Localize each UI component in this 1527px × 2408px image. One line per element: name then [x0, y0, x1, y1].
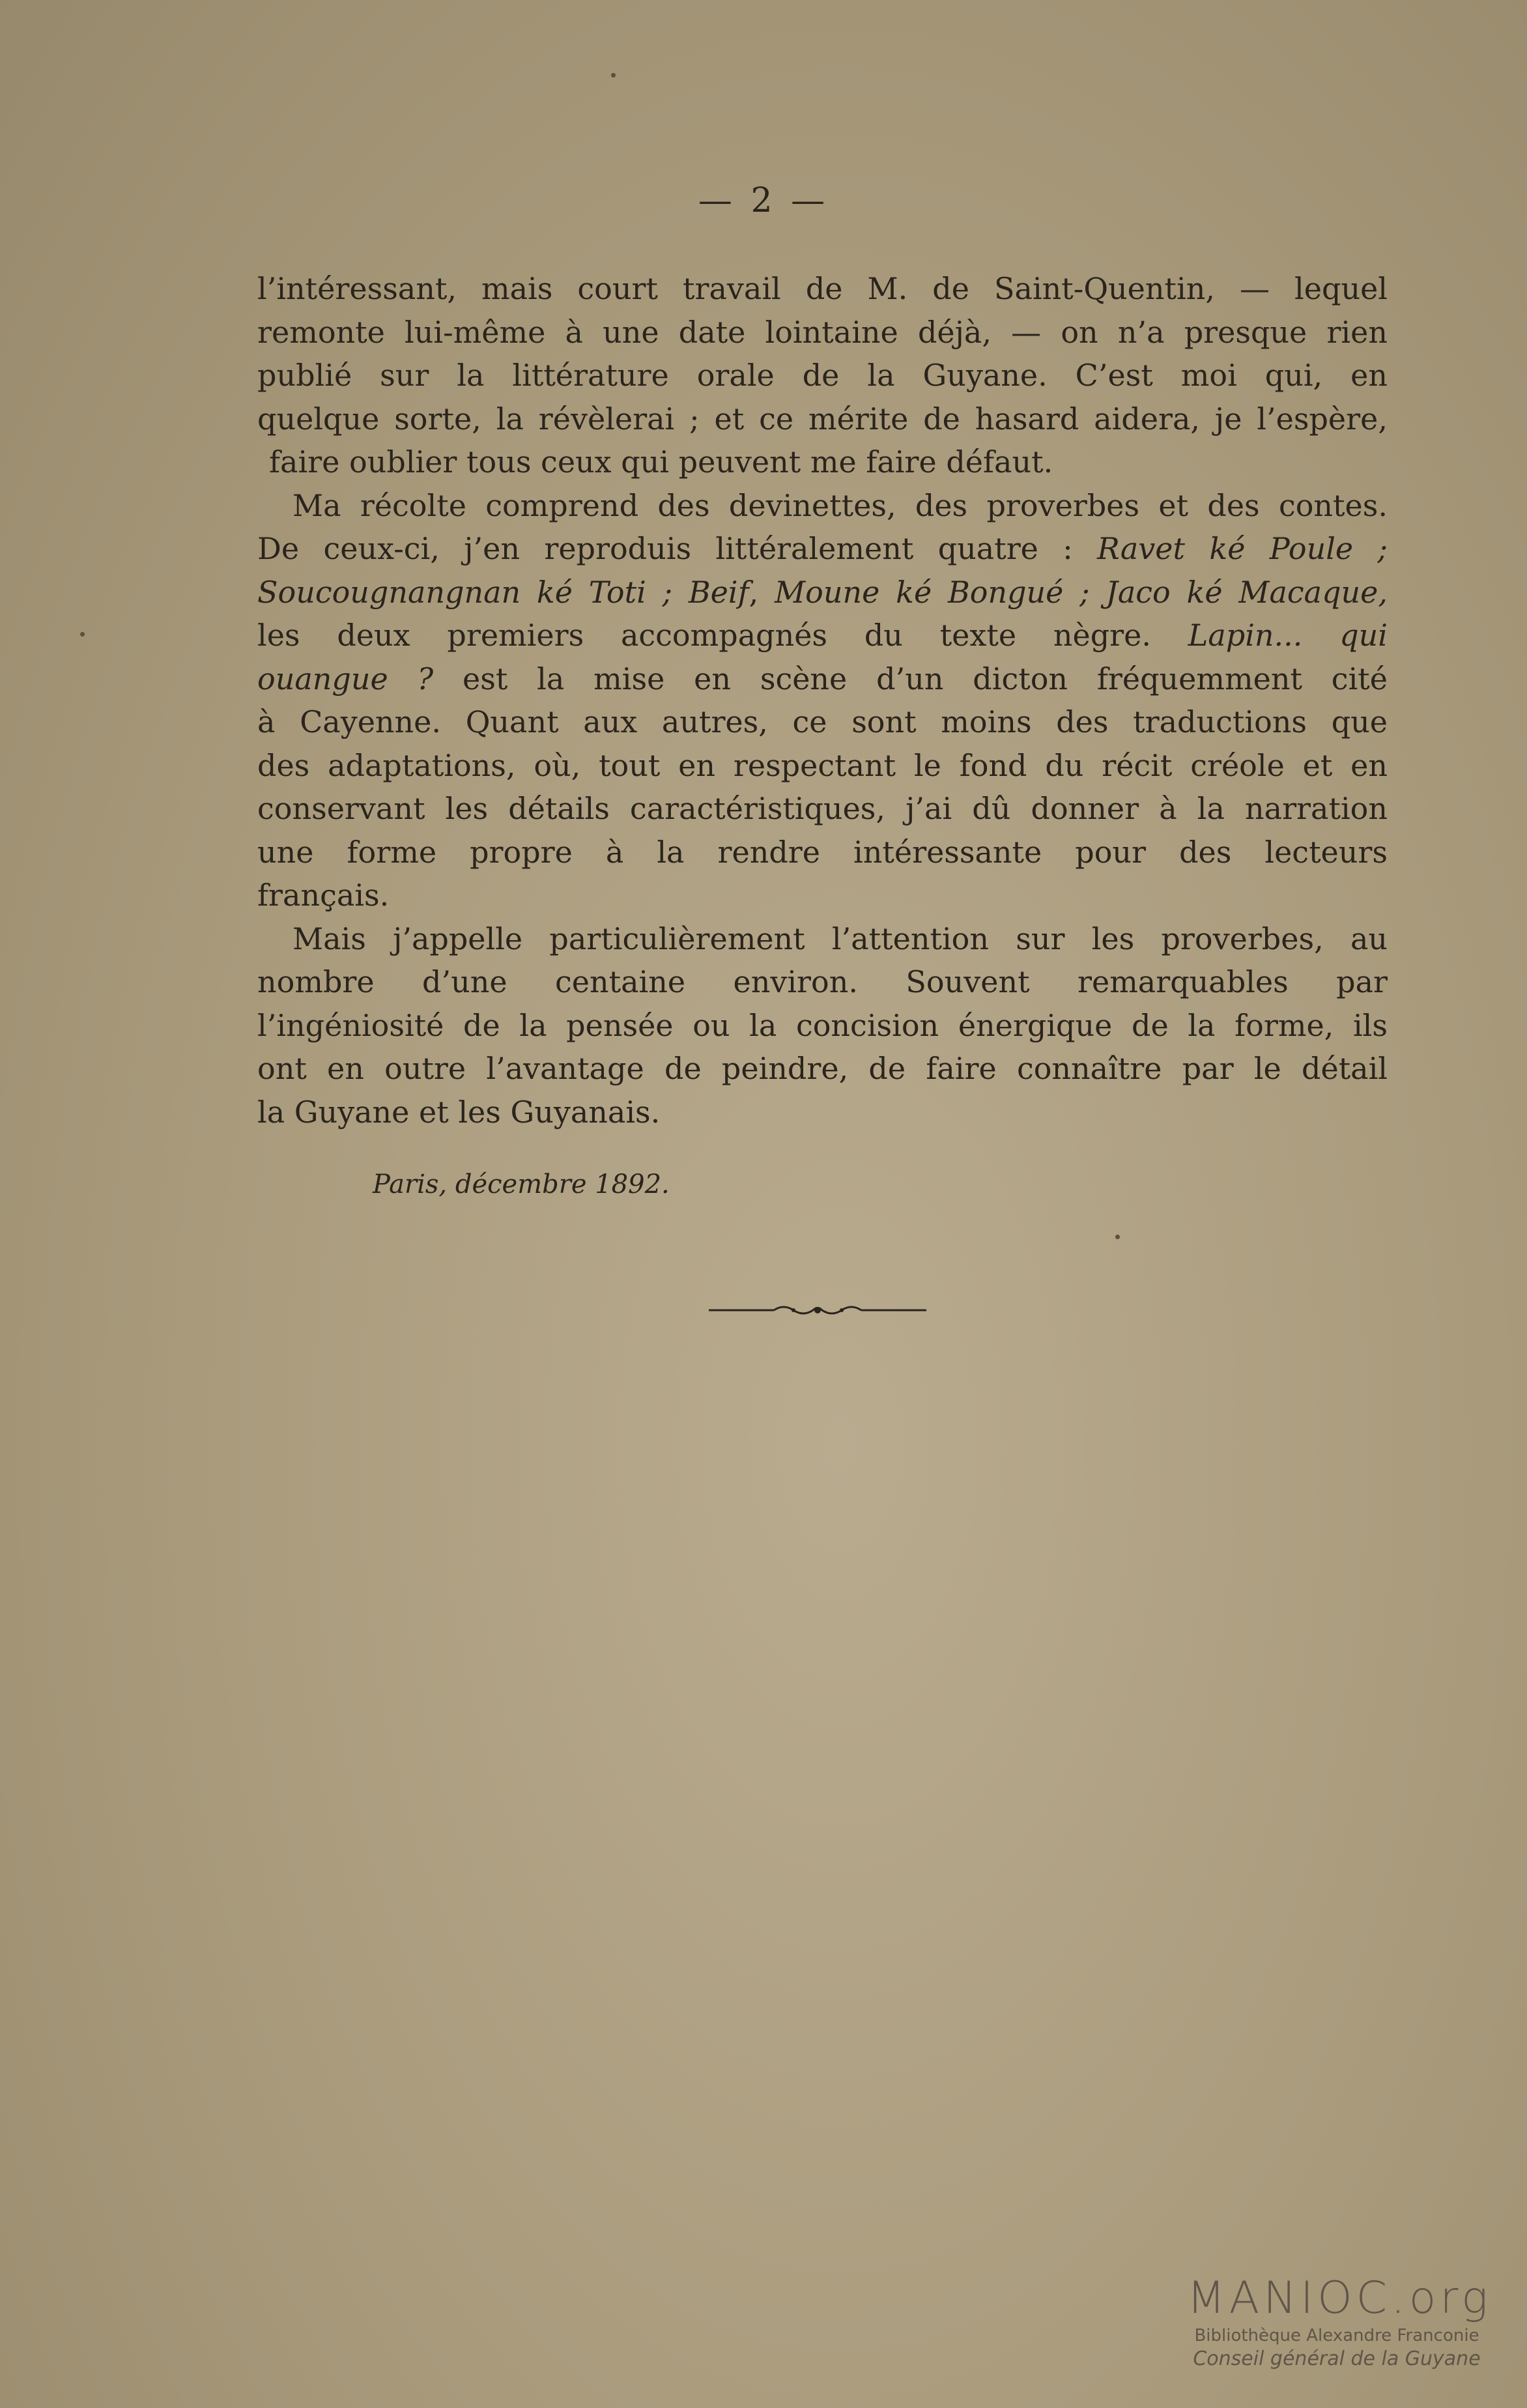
manioc-watermark [1187, 2272, 1492, 2372]
manioc-logo: MANIOC.org [1187, 2272, 1492, 2324]
italic-title: Ravet ké Poule ; [1097, 531, 1388, 566]
text-line: une forme propre à la rendre intéressante pour des lecteurs [257, 834, 1388, 870]
body-text [257, 267, 1388, 1134]
watermark-library: Bibliothèque Alexandre Franconie [1194, 2326, 1479, 2345]
text-line: Mais j’appelle particulièrement l’attention sur les proverbes, au [293, 921, 1388, 956]
watermark-council: Conseil général de la Guyane [1193, 2347, 1481, 2370]
italic-title: Soucougnangnan ké Toti ; Beif [257, 574, 749, 610]
ink-speck [1115, 1235, 1120, 1239]
text-segment: , [749, 574, 775, 610]
text-line: nombre d’une centaine environ. Souvent remarquables par [257, 964, 1388, 999]
ink-speck [611, 73, 616, 78]
italic-title: Lapin... qui [1188, 618, 1388, 653]
italic-title: Moune ké Bongué ; Jaco ké Macaque, [775, 574, 1388, 610]
text-line: à Cayenne. Quant aux autres, ce sont moins des traductions que [257, 704, 1388, 739]
text-segment: les deux premiers accompagnés du texte nègre. [257, 618, 1188, 653]
text-line: publié sur la littérature orale de la Guyane. C’est moi qui, en [257, 358, 1388, 393]
text-line: l’intéressant, mais court travail de M. de Saint-Quentin, — lequel [257, 271, 1388, 306]
text-line: l’ingéniosité de la pensée ou la concision énergique de la forme, ils [257, 1007, 1388, 1043]
text-line [257, 571, 1388, 614]
page-number: — 2 — [698, 181, 829, 220]
text-line: des adaptations, où, tout en respectant le fond du récit créole et en [257, 747, 1388, 783]
text-line [257, 614, 1388, 657]
text-line: français. [257, 878, 390, 913]
italic-title: ouangue ? [257, 661, 434, 696]
text-line: la Guyane et les Guyanais. [257, 1094, 661, 1130]
ink-speck [80, 632, 85, 637]
ornament-divider [709, 1300, 926, 1320]
text-line [257, 657, 1388, 701]
text-line [257, 527, 1388, 571]
text-segment: est la mise en scène d’un dicton fréquemment cité [433, 661, 1388, 696]
text-line: remonte lui-même à une date lointaine déjà, — on n’a presque rien [257, 314, 1388, 350]
text-line: ont en outre l’avantage de peindre, de faire connaître par le détail [257, 1051, 1388, 1086]
text-line: conservant les détails caractéristiques, j’ai dû donner à la narration [257, 791, 1388, 826]
signature-date: Paris, décembre 1892. [373, 1169, 670, 1199]
text-line: quelque sorte, la révèlerai ; et ce mérite de hasard aidera, je l’espère, [257, 401, 1388, 437]
text-segment: De ceux-ci, j’en reproduis littéralement quatre : [257, 531, 1098, 566]
text-line: Ma récolte comprend des devinettes, des proverbes et des contes. [293, 487, 1388, 523]
text-line: faire oublier tous ceux qui peuvent me faire défaut. [269, 444, 1053, 480]
